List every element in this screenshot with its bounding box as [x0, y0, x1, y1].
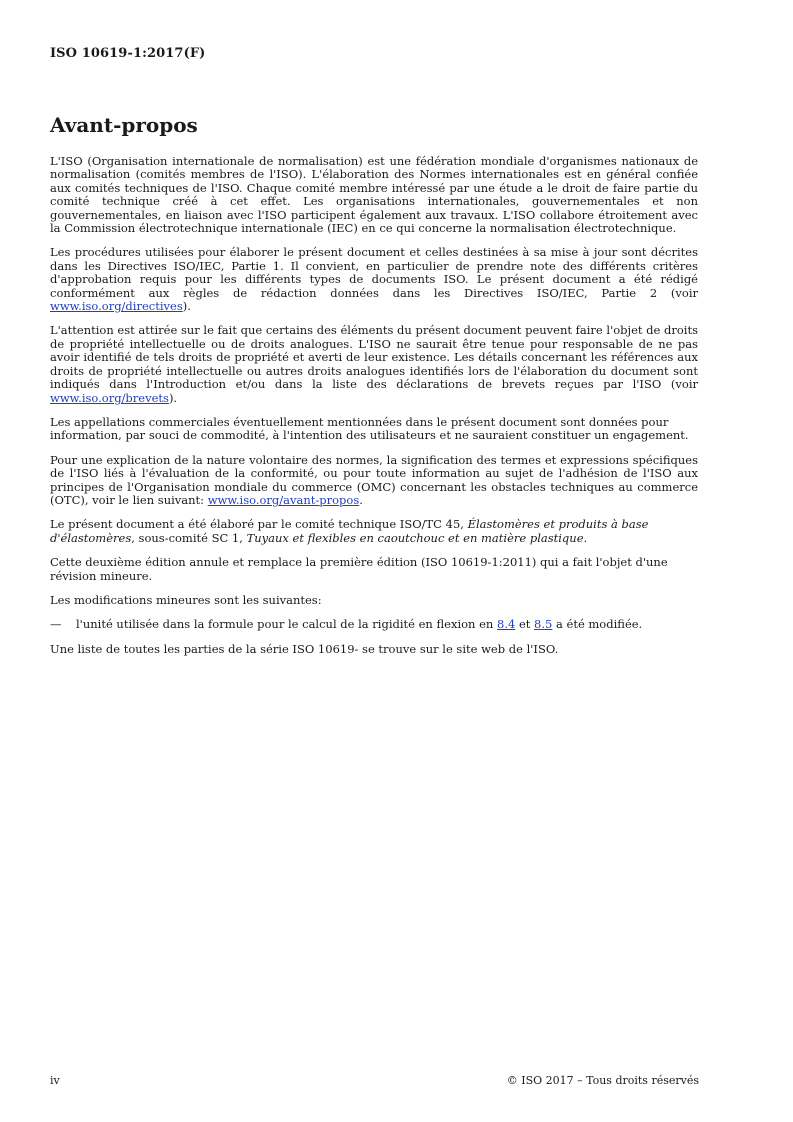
list-text-1: l'unité utilisée dans la formule pour le calcul de la rigidité en flexion en: [76, 617, 497, 632]
subcommittee-title-italic: Tuyaux et flexibles en caoutchouc et en matière plastique: [246, 530, 584, 545]
paragraph-iso-intro: L'ISO (Organisation internationale de normalisation) est une fédération mondiale d'organismes nationaux de normalisation (comités membres de l'ISO). L'élaboration des Normes internationales est en général confiée aux comités techniques de l'ISO. Chaque comité membre intéressé par une étude a le droit de faire partie du comité technique créé à cet effet. Les organisations internationales, gouvernementales et non gouvernementales, en liaison avec l'ISO participent également aux travaux. L'ISO collabore étroitement avec la Commission électrotechnique internationale (IEC) en ce qui concerne la normalisation électrotechnique.: [50, 154, 698, 236]
paragraph-voluntary-nature: [50, 454, 698, 508]
paragraph-voluntary-end: .: [359, 492, 363, 507]
committee-text-2: , sous-comité SC 1,: [131, 530, 247, 545]
clause-8-4-link[interactable]: 8.4: [497, 617, 516, 632]
paragraph-edition: Cette deuxième édition annule et remplace la première édition (ISO 10619-1:2011) qui a fait l'objet d'une révision mineure.: [50, 555, 668, 583]
committee-title-italic: Élastomères et produits à base d'élastomères: [50, 517, 649, 545]
page-title: Avant-propos: [50, 113, 198, 137]
list-text-3: a été modifiée.: [552, 617, 643, 632]
list-text-2: et: [515, 617, 535, 632]
paragraph-procedures-end: ).: [182, 299, 191, 314]
paragraph-procedures-text: Les procédures utilisées pour élaborer le présent document et celles destinées à sa mise à jour sont décrites dans les Directives ISO/IEC, Partie 1. Il convient, en particulier de prendre note des différents critères d'approbation requis pour les différents types de documents ISO. Le présent document a été rédigé conformément aux règles de rédaction données dans les Directives ISO/IEC, Partie 2 (voir: [50, 245, 698, 300]
paragraph-patents: [50, 324, 698, 404]
paragraph-modifications: Les modifications mineures sont les suivantes:: [50, 592, 322, 607]
committee-text-3: .: [583, 530, 588, 545]
avant-propos-link[interactable]: www.iso.org/avant-propos: [207, 492, 360, 507]
directives-link[interactable]: www.iso.org/directives: [50, 299, 183, 314]
paragraph-voluntary-text: Pour une explication de la nature volontaire des normes, la signification des termes et expressions spécifiques de l'ISO liés à l'évaluation de la conformité, ou pour toute information au sujet de l'adhésion de l'ISO aux principes de l'Organisation mondiale du commerce (OMC) concernant les obstacles techniques au commerce (OTC), voir le lien suivant:: [50, 452, 698, 507]
list-dash: —: [50, 617, 62, 632]
paragraph-series-list: Une liste de toutes les parties de la série ISO 10619- se trouve sur le site web de l'ISO.: [50, 641, 559, 656]
paragraph-patents-text: L'attention est attirée sur le fait que certains des éléments du présent document peuvent faire l'objet de droits de propriété intellectuelle ou de droits analogues. L'ISO ne saurait être tenue pour responsable de ne pas avoir identifié de tels droits de propriété et averti de leur existence. Les détails concernant les références aux droits de propriété intellectuelle ou autres droits analogues identifiés lors de l'élaboration du document sont indiqués dans l'Introduction et/ou dans la liste des déclarations de brevets reçues par l'ISO (voir: [50, 323, 698, 392]
document-id-header: ISO 10619-1:2017(F): [50, 46, 206, 61]
list-item: [50, 618, 698, 631]
foreword-content: [50, 155, 698, 667]
paragraph-committee: [50, 518, 698, 545]
list-item-text: [76, 618, 642, 631]
paragraph-patents-end: ).: [168, 390, 178, 405]
clause-8-5-link[interactable]: 8.5: [534, 617, 553, 632]
paragraph-trade-names: Les appellations commerciales éventuellement mentionnées dans le présent document sont données pour information, par souci de commodité, à l'intention des utilisateurs et ne sauraient constituer un engagement.: [50, 414, 689, 443]
brevets-link[interactable]: www.iso.org/brevets: [50, 390, 169, 405]
copyright-notice: © ISO 2017 – Tous droits réservés: [506, 1074, 699, 1087]
page-number: iv: [50, 1074, 60, 1087]
paragraph-procedures: [50, 246, 698, 313]
committee-text-1: Le présent document a été élaboré par le comité technique ISO/TC 45,: [50, 517, 468, 532]
